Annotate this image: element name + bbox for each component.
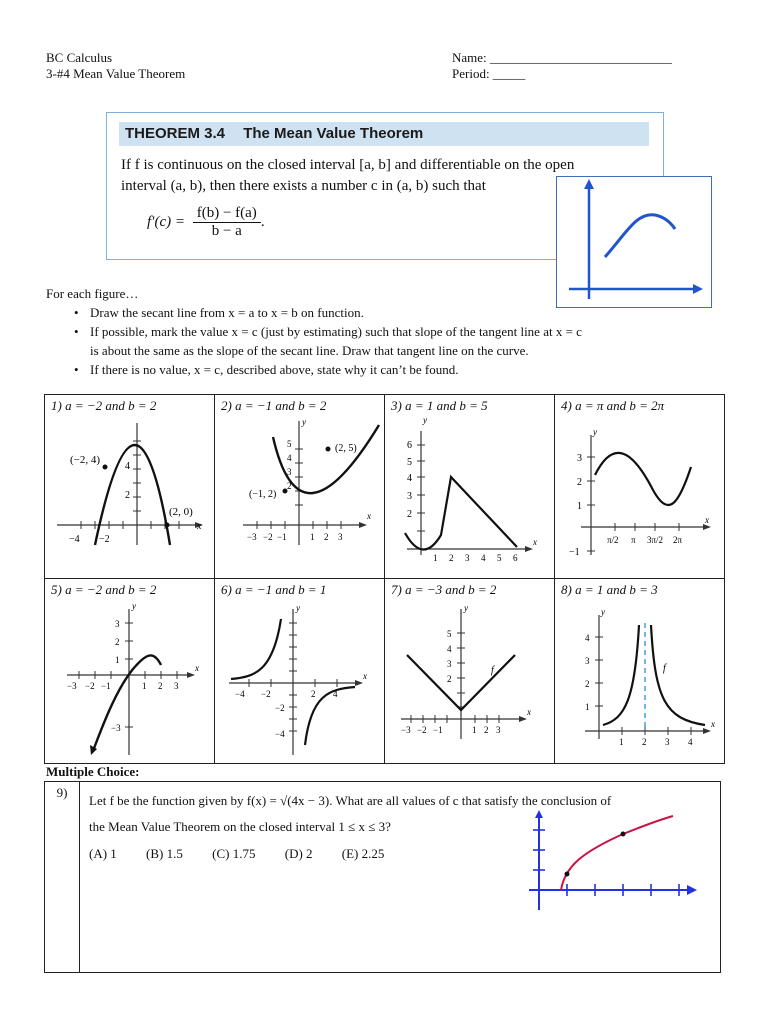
curve <box>93 655 161 751</box>
axis-label: x <box>367 511 371 521</box>
graph-problem-3 <box>385 395 555 579</box>
tick-label: 1 <box>115 655 120 665</box>
instruction-text: is about the same as the slope of the secant line. Draw that tangent line on the curve. <box>90 343 529 358</box>
tick-label: −3 <box>247 532 257 542</box>
tick-label: −4 <box>69 534 80 545</box>
graph-problem-4 <box>555 395 724 579</box>
right-branch <box>651 625 705 725</box>
tick-label: 4 <box>585 633 590 643</box>
tick-label: 2 <box>125 490 130 501</box>
axis-label: x <box>711 719 715 729</box>
tick-label: 1 <box>472 725 477 735</box>
axis-label: x <box>195 663 199 673</box>
theorem-title: The Mean Value Theorem <box>243 125 424 142</box>
tick-label: 4 <box>407 473 412 484</box>
tick-label: −1 <box>569 547 580 558</box>
tick-label: 3 <box>115 619 120 629</box>
tick-label: −3 <box>401 725 411 735</box>
axis-label: x <box>197 521 202 532</box>
problem-3 <box>385 395 555 579</box>
theorem-number: THEOREM 3.4 <box>125 125 226 142</box>
tick-label: −4 <box>275 729 285 739</box>
tick-label: 2 <box>115 637 120 647</box>
tick-label: −3 <box>111 723 121 733</box>
tick-label: 2 <box>484 725 489 735</box>
tick-label: −1 <box>433 725 443 735</box>
formula-lhs: f′(c) = <box>147 213 185 230</box>
ticks <box>595 637 691 735</box>
choice-c[interactable]: (C) 1.75 <box>212 846 256 861</box>
ticks <box>533 830 679 896</box>
tick-label: −2 <box>261 689 271 699</box>
multiple-choice-title: Multiple Choice: <box>46 764 140 779</box>
problem-label: 7) a = −3 and b = 2 <box>391 582 497 597</box>
axis-label: x <box>705 515 709 525</box>
formula-denominator: b − a <box>211 223 242 239</box>
tick-label: 4 <box>333 689 338 699</box>
x-arrow <box>355 680 363 686</box>
graph-problem-7 <box>385 579 555 763</box>
problem-2 <box>215 395 385 579</box>
problem-label: 2) a = −1 and b = 2 <box>221 398 327 413</box>
formula-fraction <box>193 205 261 240</box>
tick-label: 1 <box>585 702 590 712</box>
graph-problem-6 <box>215 579 385 763</box>
problem-5 <box>45 579 215 763</box>
problem-1 <box>45 395 215 579</box>
tick-label: 1 <box>577 501 582 512</box>
axis-label: y <box>464 603 468 613</box>
theorem-header <box>119 122 649 146</box>
tick-label: 3 <box>447 659 452 669</box>
instructions-list <box>46 303 582 379</box>
choice-b[interactable]: (B) 1.5 <box>146 846 183 861</box>
graph-problem-5 <box>45 579 215 763</box>
problem-label: 6) a = −1 and b = 1 <box>221 582 327 597</box>
tick-label: 6 <box>407 440 412 451</box>
tick-label: 2 <box>447 674 452 684</box>
problem-grid <box>44 394 725 764</box>
tick-label: 3π/2 <box>647 535 664 545</box>
tick-label: 2 <box>577 477 582 488</box>
tick-label: 2 <box>642 737 647 747</box>
problem-6 <box>215 579 385 763</box>
x-arrow <box>519 716 527 722</box>
choice-d[interactable]: (D) 2 <box>284 846 313 861</box>
tick-label: 3 <box>585 656 590 666</box>
tick-label: 1 <box>142 681 147 691</box>
point <box>165 523 170 528</box>
instructions <box>46 284 582 379</box>
tick-label: −3 <box>67 681 77 691</box>
tick-label: −2 <box>275 703 285 713</box>
point <box>103 465 108 470</box>
graph-problem-2 <box>215 395 385 579</box>
point-label: (2, 5) <box>335 443 357 454</box>
ticks <box>411 633 499 723</box>
tick-label: −2 <box>417 725 427 735</box>
endpoint <box>565 872 570 877</box>
tick-label: 6 <box>513 553 518 563</box>
left-branch <box>603 625 639 725</box>
assignment-title: 3-#4 Mean Value Theorem <box>46 66 186 81</box>
axis-label: y <box>601 607 605 617</box>
mvt-curve <box>605 215 675 257</box>
tick-label: 3 <box>465 553 470 563</box>
tick-label: π <box>631 535 636 545</box>
tick-label: 2 <box>158 681 163 691</box>
tick-label: 2 <box>585 679 590 689</box>
instruction-item: • If there is no value, x = c, described above, state why it can’t be found. <box>74 360 582 379</box>
problem-label: 3) a = 1 and b = 5 <box>391 398 488 413</box>
mvt-formula: f′(c) = $\frac{f(b) - f(a)}{b - a}$ . <box>147 205 265 239</box>
instruction-item: • Draw the secant line from x = a to x = b on function. <box>74 303 582 322</box>
problem-label: 1) a = −2 and b = 2 <box>51 398 157 413</box>
tick-label: 4 <box>287 453 292 463</box>
tick-label: 2 <box>287 481 292 491</box>
tick-label: 2 <box>449 553 454 563</box>
axis-label: y <box>423 415 427 425</box>
sqrt-curve <box>561 816 673 890</box>
problem-8 <box>555 579 724 763</box>
tick-label: 3 <box>287 467 292 477</box>
tick-label: −2 <box>85 681 95 691</box>
tick-label: 5 <box>407 457 412 468</box>
name-field[interactable]: Name: ____________________________ <box>452 50 672 65</box>
axis-label: y <box>296 603 300 613</box>
tick-label: 2 <box>311 689 316 699</box>
tick-label: 3 <box>338 532 343 542</box>
tick-label: −1 <box>277 532 287 542</box>
tick-label: 3 <box>496 725 501 735</box>
axis-label: y <box>132 601 136 611</box>
axis-label: x <box>527 707 531 717</box>
formula-numerator: f(b) − f(a) <box>193 205 261 223</box>
tick-label: 3 <box>577 453 582 464</box>
axis-label: x <box>533 537 537 547</box>
axis-label: y <box>302 417 306 427</box>
y-arrow <box>535 810 543 818</box>
question-line-1: Let f be the function given by f(x) = √(4x − 3). What are all values of c that satisfy the conclusion of <box>89 793 612 808</box>
tick-label: 2 <box>324 532 329 542</box>
left-branch <box>231 619 281 679</box>
x-arrow <box>187 672 195 678</box>
x-arrow <box>687 885 697 895</box>
question-9 <box>44 781 721 973</box>
tick-label: 4 <box>447 644 452 654</box>
instruction-item: • If possible, mark the value x = c (just by estimating) such that slope of the tangent line at x = c <box>74 322 582 341</box>
x-arrow <box>703 728 711 734</box>
tick-label: −2 <box>99 534 110 545</box>
point-label: (−2, 4) <box>70 454 101 466</box>
mvt-x-arrow <box>693 284 703 294</box>
point-label: (−1, 2) <box>249 489 277 500</box>
tick-label: −1 <box>101 681 111 691</box>
answer-choices <box>89 846 410 862</box>
problem-label: 5) a = −2 and b = 2 <box>51 582 157 597</box>
instruction-continuation <box>74 341 582 360</box>
tick-label: 2 <box>407 509 412 520</box>
theorem-statement <box>121 155 574 197</box>
graph-problem-8 <box>555 579 724 763</box>
tick-label: 5 <box>497 553 502 563</box>
x-arrow <box>525 546 533 552</box>
tick-label: 3 <box>407 491 412 502</box>
tick-label: π/2 <box>607 535 619 545</box>
tick-label: 3 <box>174 681 179 691</box>
tick-label: −4 <box>235 689 245 699</box>
axis-label: x <box>363 671 367 681</box>
period-field[interactable]: Period: _____ <box>452 66 526 81</box>
instructions-intro: For each figure… <box>46 286 139 301</box>
tick-label: −2 <box>263 532 273 542</box>
course-title: BC Calculus <box>46 50 113 65</box>
problem-label: 4) a = π and b = 2π <box>561 398 665 413</box>
axis-label: y <box>593 427 597 437</box>
function-label: f <box>491 665 494 676</box>
mvt-y-arrow <box>584 179 594 189</box>
question-number: 9) <box>45 782 80 972</box>
point <box>326 447 331 452</box>
tick-label: 1 <box>433 553 438 563</box>
tick-label: 4 <box>688 737 693 747</box>
tick-label: 3 <box>665 737 670 747</box>
graph-problem-1 <box>45 395 215 579</box>
sqrt-graph <box>523 810 703 914</box>
point-label: (2, 0) <box>169 506 193 518</box>
tick-label: 5 <box>447 629 452 639</box>
tick-label: 4 <box>481 553 486 563</box>
parabola-curve <box>95 445 170 545</box>
question-line-2: the Mean Value Theorem on the closed interval 1 ≤ x ≤ 3? <box>89 819 391 834</box>
problem-7 <box>385 579 555 763</box>
x-arrow <box>359 522 367 528</box>
choice-a[interactable]: (A) 1 <box>89 846 117 861</box>
sine-curve <box>595 453 691 505</box>
theorem-line-1: If f is continuous on the closed interval [a, b] and differentiable on the open <box>121 157 575 173</box>
tick-label: 1 <box>310 532 315 542</box>
function-label: f <box>663 663 666 674</box>
choice-e[interactable]: (E) 2.25 <box>341 846 385 861</box>
problem-4 <box>555 395 724 579</box>
problem-label: 8) a = 1 and b = 3 <box>561 582 658 597</box>
tick-label: 4 <box>125 461 130 472</box>
tick-label: 2π <box>673 535 683 545</box>
endpoint <box>621 832 626 837</box>
tick-label: 1 <box>619 737 624 747</box>
tick-label: 5 <box>287 439 292 449</box>
theorem-line-2: interval (a, b), then there exists a number c in (a, b) such that <box>121 178 486 194</box>
